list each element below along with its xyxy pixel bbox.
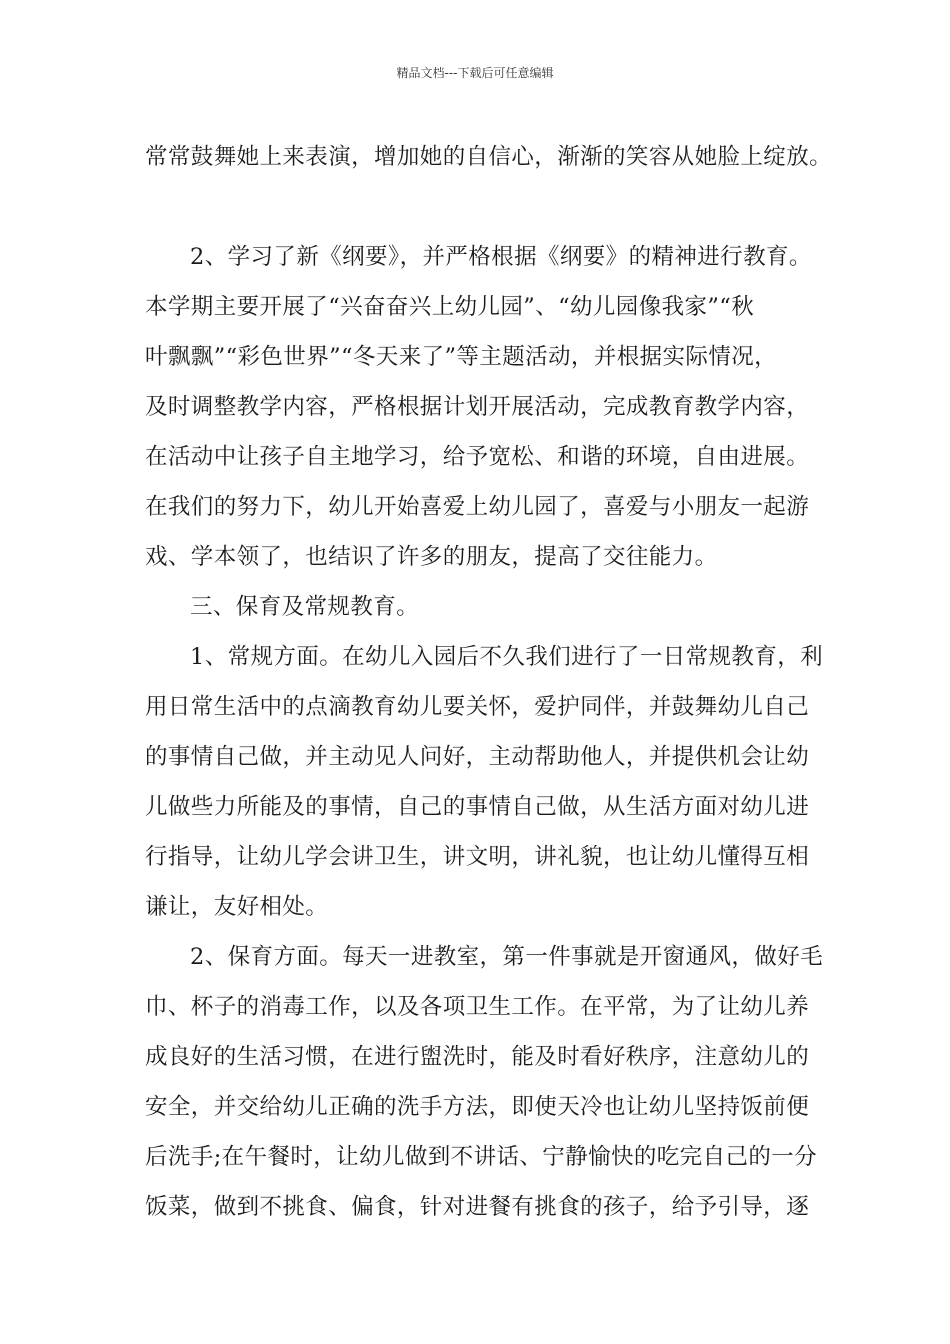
paragraph-line: 1、常规方面。在幼儿入园后不久我们进行了一日常规教育，利 [190, 644, 824, 670]
paragraph-line: 儿做些力所能及的事情，自己的事情自己做，从生活方面对幼儿进 [145, 794, 810, 820]
paragraph-line: 用日常生活中的点滴教育幼儿要关怀，爱护同伴，并鼓舞幼儿自己 [145, 694, 810, 720]
page-header: 精品文档---下载后可任意编辑 [396, 66, 554, 80]
paragraph-line: 谦让，友好相处。 [145, 894, 329, 920]
paragraph-line: 戏、学本领了，也结识了许多的朋友，提高了交往能力。 [145, 544, 718, 570]
paragraph-line: 叶飘飘”“彩色世界”“冬天来了”等主题活动，并根据实际情况， [145, 344, 778, 370]
paragraph-line: 后洗手;在午餐时，让幼儿做到不讲话、宁静愉快的吃完自己的一分 [145, 1144, 818, 1170]
paragraph-line: 的事情自己做，并主动见人问好，主动帮助他人，并提供机会让幼 [145, 744, 810, 770]
section-heading: 三、保育及常规教育。 [190, 594, 420, 620]
paragraph-line: 饭菜，做到不挑食、偏食，针对进餐有挑食的孩子，给予引导，逐 [145, 1194, 810, 1220]
paragraph-line: 及时调整教学内容，严格根据计划开展活动，完成教育教学内容， [145, 394, 810, 420]
paragraph-line: 2、保育方面。每天一进教室，第一件事就是开窗通风，做好毛 [190, 944, 824, 970]
paragraph-line: 成良好的生活习惯，在进行盥洗时，能及时看好秩序，注意幼儿的 [145, 1044, 810, 1070]
paragraph-line: 在我们的努力下，幼儿开始喜爱上幼儿园了，喜爱与小朋友一起游 [145, 494, 810, 520]
paragraph-line: 2、学习了新《纲要》，并严格根据《纲要》的精神进行教育。 [190, 244, 812, 270]
paragraph-line: 巾、杯子的消毒工作，以及各项卫生工作。在平常，为了让幼儿养 [145, 994, 810, 1020]
paragraph-line: 安全，并交给幼儿正确的洗手方法，即使天冷也让幼儿坚持饭前便 [145, 1094, 810, 1120]
paragraph-spacer [145, 182, 805, 232]
document-body [145, 132, 833, 1232]
paragraph-line: 行指导，让幼儿学会讲卫生，讲文明，讲礼貌，也让幼儿懂得互相 [145, 844, 810, 870]
paragraph-line: 常常鼓舞她上来表演，增加她的自信心，渐渐的笑容从她脸上绽放。 [145, 144, 833, 170]
paragraph-line: 在活动中让孩子自主地学习，给予宽松、和谐的环境，自由进展。 [145, 444, 810, 470]
paragraph-line: 本学期主要开展了“兴奋奋兴上幼儿园”、“幼儿园像我家”“秋 [145, 294, 755, 320]
